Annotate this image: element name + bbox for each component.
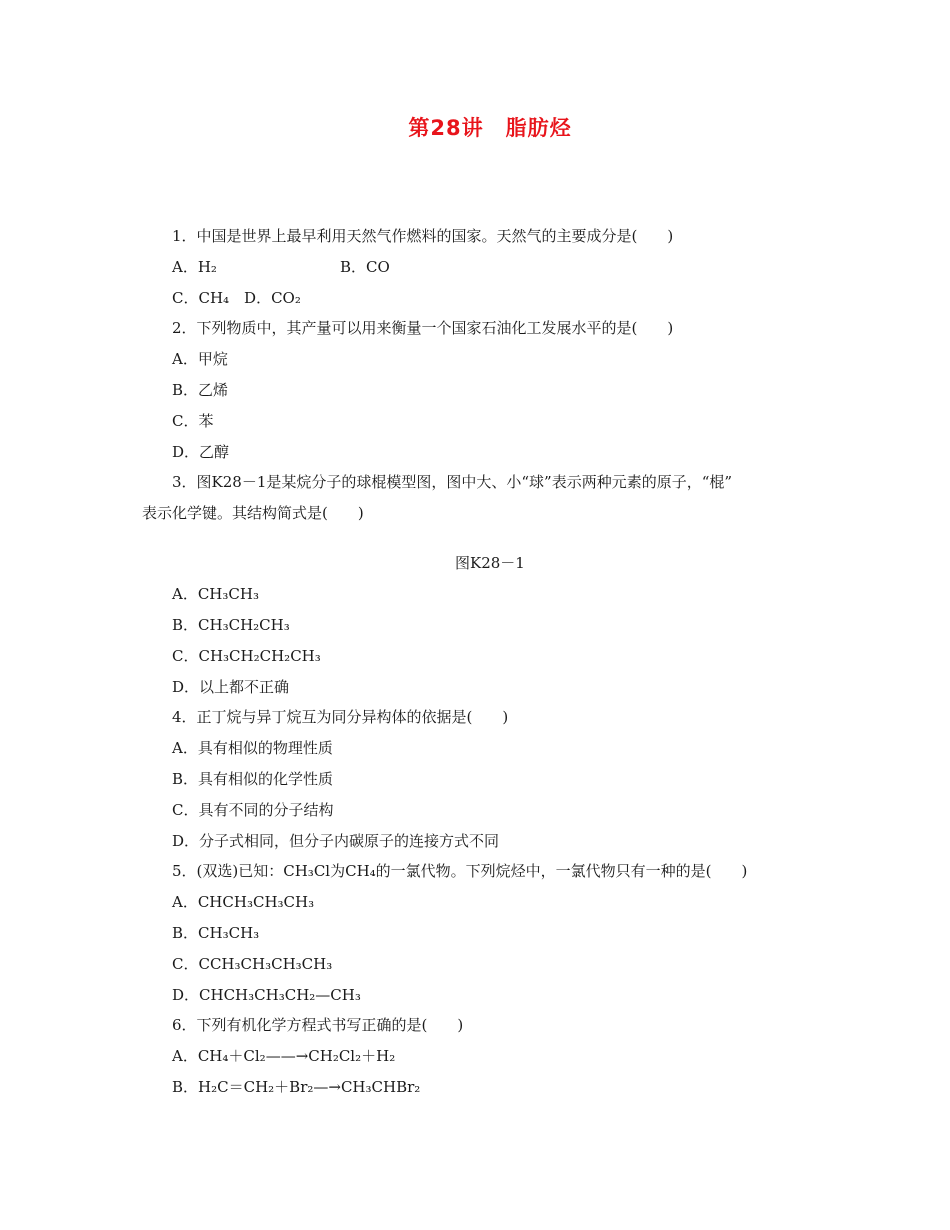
question-5-option-b: B．CH₃CH₃ — [172, 924, 260, 942]
question-4-option-b: B．具有相似的化学性质 — [172, 770, 334, 788]
page-title: 第28讲 脂肪烃 — [408, 116, 572, 140]
question-5-option-d: D．CHCH₃CH₃CH₂—CH₃ — [172, 986, 361, 1004]
question-4-option-c: C．具有不同的分子结构 — [172, 801, 334, 819]
question-3-option-a: A．CH₃CH₃ — [172, 585, 259, 603]
question-2-option-d: D．乙醇 — [172, 443, 230, 461]
figure-caption: 图K28－1 — [455, 554, 525, 572]
question-2-option-b: B．乙烯 — [172, 381, 229, 399]
question-4-option-a: A．具有相似的物理性质 — [172, 739, 333, 757]
question-1-option-b: B．CO — [340, 258, 390, 276]
question-2-option-a: A．甲烷 — [172, 350, 228, 368]
question-2-stem: 2．下列物质中，其产量可以用来衡量一个国家石油化工发展水平的是( ) — [172, 319, 674, 337]
question-1-stem: 1．中国是世界上最早利用天然气作燃料的国家。天然气的主要成分是( ) — [172, 227, 674, 245]
question-5-stem: 5．(双选)已知：CH₃Cl为CH₄的一氯代物。下列烷烃中，一氯代物只有一种的是( ) — [172, 862, 748, 880]
question-3-stem-line2: 表示化学键。其结构简式是( ) — [142, 504, 364, 522]
question-4-option-d: D．分子式相同，但分子内碳原子的连接方式不同 — [172, 832, 500, 850]
question-4-stem: 4．正丁烷与异丁烷互为同分异构体的依据是( ) — [172, 708, 509, 726]
question-3-stem-line1: 3．图K28－1是某烷分子的球棍模型图，图中大、小“球”表示两种元素的原子，“棍” — [172, 473, 733, 491]
question-3-option-d: D．以上都不正确 — [172, 678, 290, 696]
question-1-option-cd: C．CH₄ D．CO₂ — [172, 289, 301, 307]
question-3-option-c: C．CH₃CH₂CH₂CH₃ — [172, 647, 321, 665]
question-6-stem: 6．下列有机化学方程式书写正确的是( ) — [172, 1016, 464, 1034]
question-1-option-a: A．H₂ — [172, 258, 217, 276]
question-6-option-b: B．H₂C＝CH₂＋Br₂—→CH₃CHBr₂ — [172, 1078, 421, 1096]
question-2-option-c: C．苯 — [172, 412, 214, 430]
question-3-option-b: B．CH₃CH₂CH₃ — [172, 616, 290, 634]
question-5-option-a: A．CHCH₃CH₃CH₃ — [172, 893, 315, 911]
question-5-option-c: C．CCH₃CH₃CH₃CH₃ — [172, 955, 333, 973]
question-6-option-a: A．CH₄＋Cl₂——→CH₂Cl₂＋H₂ — [172, 1047, 396, 1065]
